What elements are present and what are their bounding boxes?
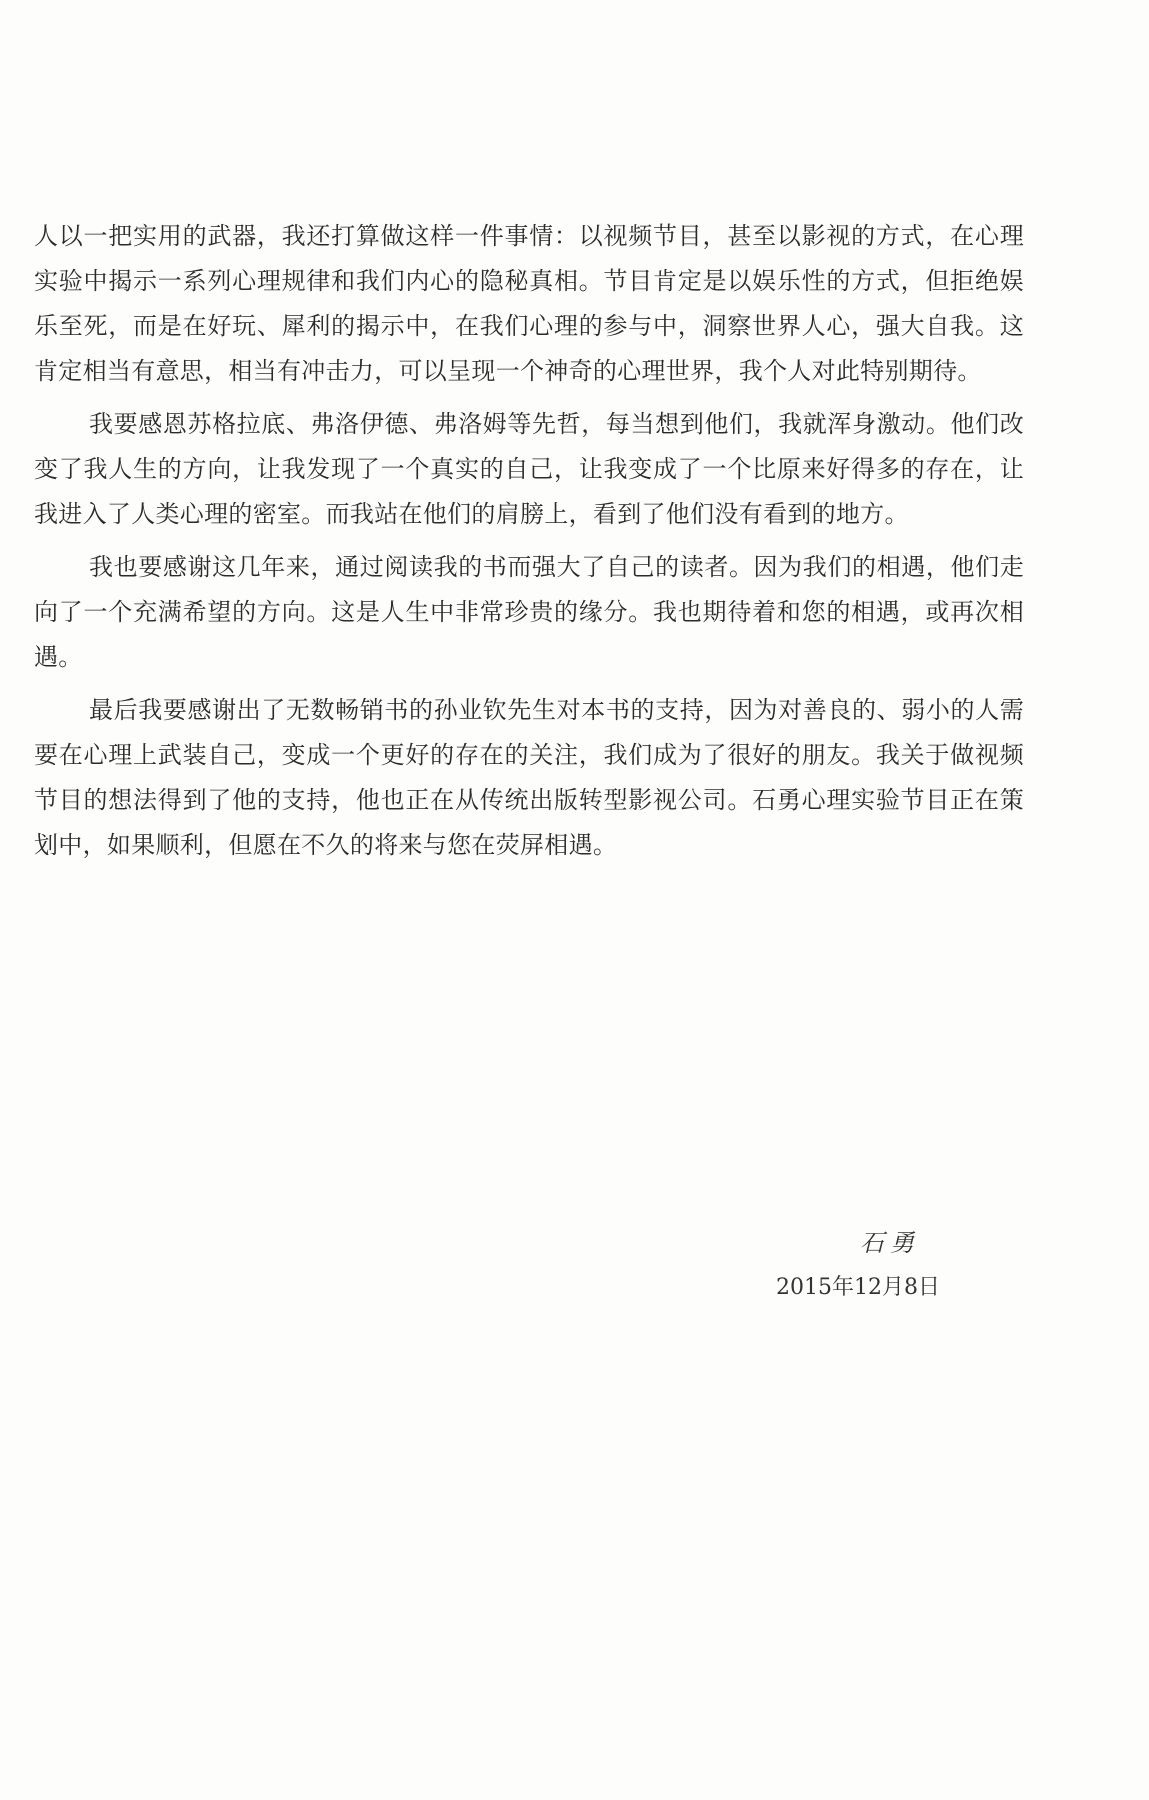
- body-text: [34, 214, 1024, 876]
- signature-date: 2015年12月8日: [776, 1275, 940, 1300]
- paragraph-thanks-readers: 我也要感谢这几年来，通过阅读我的书而强大了自己的读者。因为我们的相遇，他们走向了一个充满希望的方向。这是人生中非常珍贵的缘分。我也期待着和您的相遇，或再次相遇。: [34, 553, 1024, 671]
- paragraph-thanks-publisher: 最后我要感谢出了无数畅销书的孙业钦先生对本书的支持，因为对善良的、弱小的人需要在心理上武装自己，变成一个更好的存在的关注，我们成为了很好的朋友。我关于做视频节目的想法得到了他的支持，他也正在从传统出版转型影视公司。石勇心理实验节目正在策划中，如果顺利，但愿在不久的将来与您在荧屏相遇。: [34, 696, 1024, 859]
- paragraph-continued: 人以一把实用的武器，我还打算做这样一件事情：以视频节目，甚至以影视的方式，在心理实验中揭示一系列心理规律和我们内心的隐秘真相。节目肯定是以娱乐性的方式，但拒绝娱乐至死，而是在好玩、犀利的揭示中，在我们心理的参与中，洞察世界人心，强大自我。这肯定相当有意思，相当有冲击力，可以呈现一个神奇的心理世界，我个人对此特别期待。: [34, 222, 1024, 385]
- author-signature: 石勇: [860, 1229, 920, 1257]
- paragraph-thanks-philosophers: 我要感恩苏格拉底、弗洛伊德、弗洛姆等先哲，每当想到他们，我就浑身激动。他们改变了我人生的方向，让我发现了一个真实的自己，让我变成了一个比原来好得多的存在，让我进入了人类心理的密室。而我站在他们的肩膀上，看到了他们没有看到的地方。: [34, 410, 1024, 528]
